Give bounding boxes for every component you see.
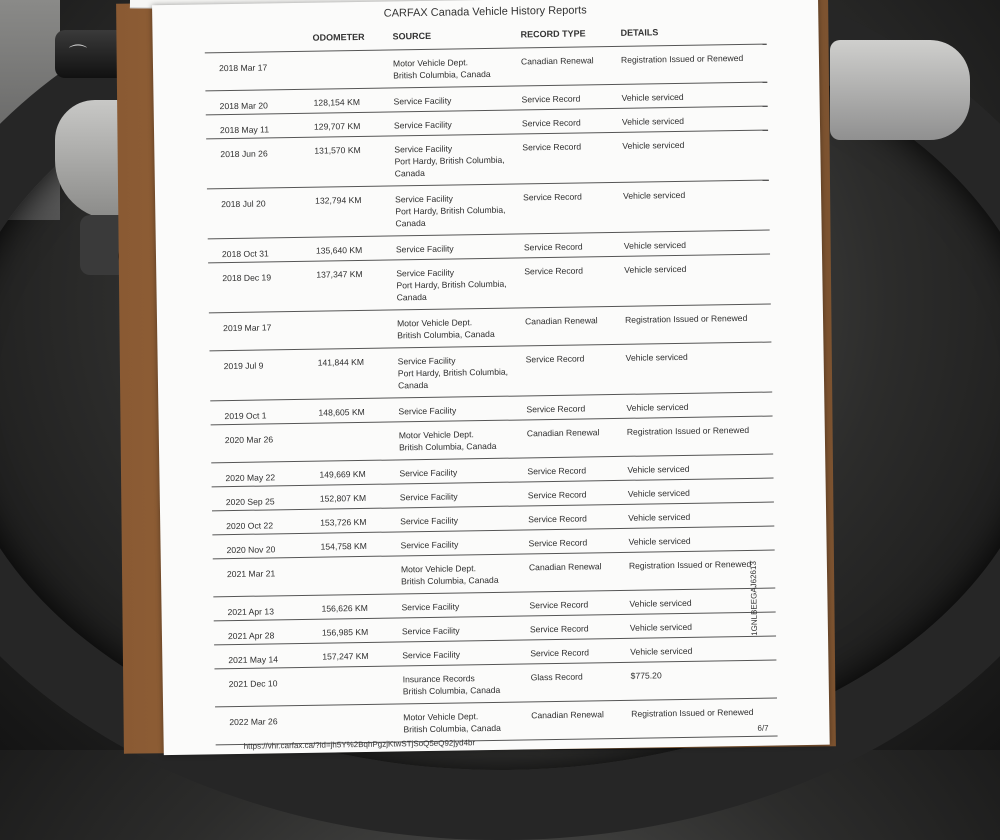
row-source-line: Canada [396, 291, 427, 303]
row-source-line: Service Facility [396, 267, 455, 279]
row-details: Vehicle serviced [621, 91, 684, 103]
row-source [400, 506, 528, 531]
row-odometer: 131,570 KM [314, 144, 361, 156]
record-type-column-header: RECORD TYPE [520, 28, 586, 40]
row-source [398, 396, 526, 421]
row-source-line: Service Facility [400, 515, 459, 527]
row-date: 2018 Dec 19 [222, 272, 272, 284]
row-source [396, 234, 524, 259]
row-odometer [319, 422, 400, 460]
row-details: Registration Issued or Renewed [626, 424, 750, 437]
row-record-type: Service Record [521, 117, 581, 129]
table-body [205, 45, 778, 746]
table-row [208, 255, 771, 314]
row-source-line: Service Facility [402, 649, 461, 661]
row-record-type: Service Record [528, 513, 587, 525]
row-source-line: British Columbia, Canada [397, 328, 495, 341]
row-date: 2018 Oct 31 [221, 248, 269, 260]
row-details: Vehicle serviced [622, 139, 685, 151]
row-source-line: Port Hardy, British Columbia, [396, 278, 507, 291]
row-details: $775.20 [630, 670, 662, 681]
row-date: 2020 Nov 20 [226, 544, 276, 556]
row-source-line: Service Facility [393, 95, 452, 107]
row-record-type: Service Record [527, 465, 587, 477]
row-details: Vehicle serviced [621, 115, 685, 127]
row-date: 2018 Mar 20 [219, 100, 268, 112]
date-column-header [205, 38, 313, 40]
row-details: Vehicle serviced [624, 263, 687, 275]
row-source [402, 616, 530, 641]
row-odometer [323, 704, 404, 742]
row-source-line: Service Facility [398, 405, 457, 417]
row-record-type: Service Record [528, 537, 588, 549]
row-odometer: 128,154 KM [313, 96, 361, 108]
row-source-line: Port Hardy, British Columbia, [394, 154, 505, 167]
row-record-type: Canadian Renewal [528, 561, 602, 573]
row-source-line: Canada [394, 167, 425, 179]
row-date: 2021 Apr 28 [227, 630, 275, 642]
table-row [215, 698, 778, 745]
row-details: Vehicle serviced [623, 189, 686, 201]
row-details: Vehicle serviced [625, 351, 688, 363]
row-date: 2018 May 11 [219, 124, 270, 136]
row-details: Vehicle serviced [628, 511, 691, 523]
row-record-type: Canadian Renewal [520, 55, 594, 67]
row-source-line: Canada [397, 379, 429, 391]
row-date: 2018 Jun 26 [220, 148, 268, 160]
wiper-icon: ⌒ [69, 44, 87, 64]
table-row [206, 131, 769, 190]
row-odometer: 148,605 KM [318, 406, 365, 418]
row-source [402, 664, 531, 703]
row-date: 2018 Jul 20 [221, 198, 266, 210]
row-date: 2021 May 14 [228, 654, 279, 666]
row-source [400, 530, 528, 555]
row-source [400, 482, 528, 507]
row-source [401, 592, 529, 617]
row-odometer: 153,726 KM [320, 516, 367, 528]
row-source-line: Motor Vehicle Dept. [403, 711, 479, 723]
row-source-line: Service Facility [397, 355, 456, 367]
row-source-line: Service Facility [401, 625, 460, 637]
row-details: Vehicle serviced [630, 645, 693, 657]
row-details: Registration Issued or Renewed [624, 312, 748, 325]
row-source-line: Port Hardy, British Columbia, [395, 204, 506, 217]
row-source [401, 554, 530, 593]
row-odometer: 157,247 KM [322, 650, 369, 662]
row-odometer [317, 310, 398, 348]
row-odometer: 141,844 KM [317, 356, 365, 368]
row-source [397, 308, 526, 347]
row-source [393, 48, 522, 87]
details-column-header: DETAILS [620, 27, 659, 38]
row-source [399, 420, 528, 459]
row-odometer [321, 556, 402, 594]
row-odometer [313, 50, 394, 88]
row-source-line: Service Facility [401, 601, 460, 613]
history-table [204, 18, 777, 746]
row-source-line: Port Hardy, British Columbia, [397, 366, 509, 379]
row-date: 2019 Jul 9 [223, 360, 264, 372]
row-source-line: Motor Vehicle Dept. [398, 429, 474, 441]
steering-wheel-spoke-right [830, 40, 970, 140]
table-row [207, 181, 770, 240]
row-record-type: Service Record [526, 403, 586, 415]
row-source-line: Insurance Records [402, 673, 475, 685]
row-source [403, 702, 532, 741]
row-details: Registration Issued or Renewed [628, 558, 752, 571]
row-record-type: Service Record [521, 93, 581, 105]
row-source-line: Motor Vehicle Dept. [400, 563, 477, 575]
row-record-type: Service Record [530, 647, 590, 659]
row-date: 2020 Mar 26 [224, 434, 274, 446]
row-odometer: 154,758 KM [320, 540, 367, 552]
row-record-type: Service Record [525, 353, 585, 365]
row-source-line: British Columbia, Canada [403, 722, 501, 735]
row-record-type: Canadian Renewal [524, 315, 598, 327]
row-details: Vehicle serviced [629, 597, 692, 609]
row-details: Vehicle serviced [626, 401, 689, 413]
row-odometer: 149,669 KM [319, 468, 366, 480]
row-odometer: 132,794 KM [315, 194, 362, 206]
row-source-line: British Columbia, Canada [401, 574, 499, 587]
row-source [402, 640, 530, 665]
row-date: 2020 Oct 22 [226, 520, 274, 532]
row-source-line: British Columbia, Canada [393, 68, 491, 81]
row-source-line: Motor Vehicle Dept. [392, 57, 469, 69]
page-number: 6/7 [757, 723, 769, 733]
row-record-type: Service Record [524, 265, 584, 277]
row-record-type: Service Record [529, 623, 589, 635]
vin-number: 1GNLBEEGAJ62613 [748, 561, 760, 636]
row-details: Vehicle serviced [623, 239, 687, 251]
row-source [394, 110, 522, 135]
odometer-column-header: ODOMETER [312, 31, 365, 43]
row-source-line: Service Facility [395, 193, 453, 205]
report-url: https://vhr.carfax.ca/?id=jh5Y%2BqhPgzjKtwSTjSoQ5eQ92jyd4br [243, 738, 476, 751]
row-record-type: Service Record [529, 599, 589, 611]
row-odometer: 152,807 KM [319, 492, 367, 504]
report-page [152, 0, 830, 755]
row-date: 2020 Sep 25 [225, 496, 275, 508]
row-details: Vehicle serviced [627, 463, 690, 475]
row-date: 2019 Mar 17 [223, 322, 272, 334]
row-odometer: 156,985 KM [321, 626, 369, 638]
row-source-line: Service Facility [394, 143, 453, 155]
row-odometer: 156,626 KM [321, 602, 368, 614]
row-details: Registration Issued or Renewed [620, 52, 744, 65]
row-source-line: Service Facility [399, 491, 458, 503]
row-source-line: Canada [395, 217, 426, 229]
row-details: Registration Issued or Renewed [631, 706, 754, 719]
row-date: 2021 Dec 10 [228, 678, 278, 690]
row-source [396, 258, 525, 309]
row-source [399, 458, 527, 483]
row-record-type: Service Record [527, 489, 587, 501]
row-source-line: British Columbia, Canada [398, 440, 497, 453]
row-source [397, 346, 526, 397]
row-source-line: British Columbia, Canada [402, 684, 501, 697]
row-record-type: Service Record [522, 141, 582, 153]
row-date: 2019 Oct 1 [224, 410, 267, 422]
row-source-line: Service Facility [395, 243, 454, 255]
row-source [394, 134, 523, 185]
row-date: 2021 Mar 21 [226, 568, 276, 580]
row-source-line: Motor Vehicle Dept. [396, 317, 473, 329]
row-date: 2021 Apr 13 [227, 606, 275, 618]
source-column-header: SOURCE [392, 30, 432, 42]
report-title: CARFAX Canada Vehicle History Reports [383, 4, 587, 20]
row-odometer: 137,347 KM [316, 268, 363, 280]
row-details: Vehicle serviced [628, 535, 691, 547]
row-details: Vehicle serviced [627, 487, 690, 499]
row-record-type: Service Record [523, 191, 582, 203]
row-source-line: Service Facility [393, 119, 452, 131]
row-source-line: Service Facility [399, 467, 458, 479]
row-date: 2020 May 22 [225, 472, 276, 484]
row-source [395, 184, 524, 235]
table-row [209, 343, 772, 402]
row-odometer: 135,640 KM [315, 244, 363, 256]
row-date: 2018 Mar 17 [218, 62, 268, 74]
row-record-type: Canadian Renewal [531, 709, 604, 721]
row-record-type: Canadian Renewal [526, 427, 600, 439]
row-date: 2022 Mar 26 [229, 716, 278, 728]
row-odometer [322, 666, 403, 704]
row-details: Vehicle serviced [629, 621, 693, 633]
row-source-line: Service Facility [400, 539, 459, 551]
row-odometer: 129,707 KM [313, 120, 361, 132]
row-source [393, 86, 521, 111]
row-record-type: Glass Record [530, 671, 583, 683]
row-record-type: Service Record [523, 241, 583, 253]
